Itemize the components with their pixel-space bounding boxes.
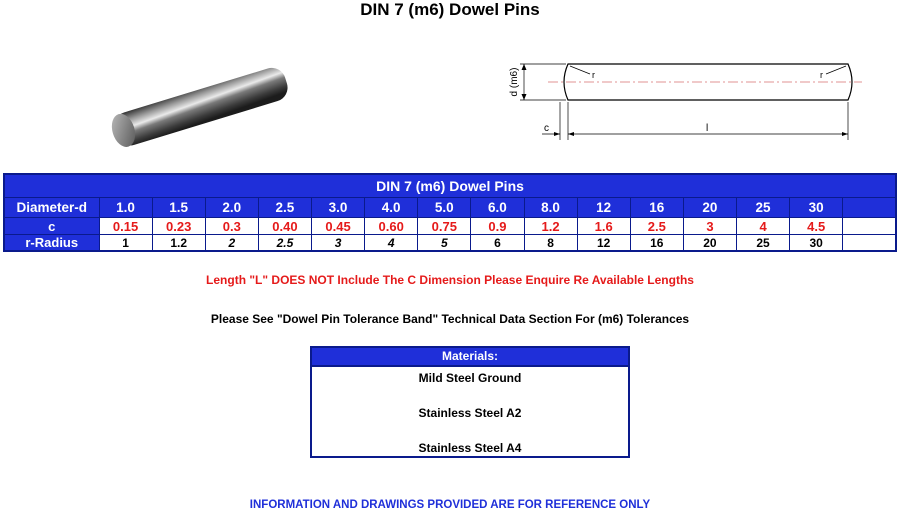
c-cell: 0.3 (205, 218, 258, 235)
c-row (4, 218, 896, 235)
diameter-cell: 6.0 (471, 198, 524, 218)
drawing-label-c: c (544, 123, 549, 134)
drawing-label-r-left: r (592, 70, 595, 80)
radius-cell: 8 (524, 235, 577, 252)
c-cell: 0.9 (471, 218, 524, 235)
empty-cell (843, 218, 896, 235)
c-cell: 0.23 (152, 218, 205, 235)
diameter-cell: 4.0 (365, 198, 418, 218)
drawing-label-r-right: r (820, 70, 823, 80)
diameter-cell: 20 (683, 198, 736, 218)
c-cell: 0.45 (312, 218, 365, 235)
c-cell: 0.75 (418, 218, 471, 235)
radius-row (4, 235, 896, 252)
c-cell: 4 (737, 218, 790, 235)
dimensions-table (3, 173, 897, 252)
radius-cell: 3 (312, 235, 365, 252)
diameter-cell: 3.0 (312, 198, 365, 218)
c-cell: 4.5 (790, 218, 843, 235)
c-cell: 0.60 (365, 218, 418, 235)
dowel-pin-photo (100, 52, 300, 152)
dowel-pin-technical-drawing (500, 52, 870, 152)
radius-cell: 2.5 (258, 235, 311, 252)
c-cell: 3 (683, 218, 736, 235)
materials-box (310, 346, 630, 458)
diameter-cell: 25 (737, 198, 790, 218)
radius-cell: 2 (205, 235, 258, 252)
row-label-diameter: Diameter-d (4, 198, 99, 218)
radius-cell: 4 (365, 235, 418, 252)
table-title-row (4, 174, 896, 198)
table-title: DIN 7 (m6) Dowel Pins (4, 174, 896, 198)
material-item: Stainless Steel A4 (418, 441, 522, 455)
diameter-cell: 12 (577, 198, 630, 218)
c-cell: 1.2 (524, 218, 577, 235)
radius-cell: 25 (737, 235, 790, 252)
c-cell: 1.6 (577, 218, 630, 235)
radius-cell: 20 (683, 235, 736, 252)
diameter-cell: 1.0 (99, 198, 152, 218)
radius-cell: 1 (99, 235, 152, 252)
radius-cell: 30 (790, 235, 843, 252)
drawing-label-l: l (706, 123, 709, 134)
diameter-cell: 1.5 (152, 198, 205, 218)
diameter-cell: 30 (790, 198, 843, 218)
drawing-label-d: d (m6) (509, 67, 520, 97)
tolerance-note: Please See "Dowel Pin Tolerance Band" Technical Data Section For (m6) Tolerances (210, 312, 690, 326)
row-label-c: c (4, 218, 99, 235)
diameter-cell: 2.5 (258, 198, 311, 218)
page-title: DIN 7 (m6) Dowel Pins (360, 0, 540, 19)
radius-cell: 12 (577, 235, 630, 252)
radius-cell: 5 (418, 235, 471, 252)
radius-cell: 16 (630, 235, 683, 252)
empty-cell (843, 198, 896, 218)
diameter-cell: 2.0 (205, 198, 258, 218)
diameter-row (4, 198, 896, 218)
diameter-cell: 5.0 (418, 198, 471, 218)
length-note: Length "L" DOES NOT Include The C Dimension Please Enquire Re Available Lengths (206, 273, 694, 287)
radius-cell: 6 (471, 235, 524, 252)
empty-cell (843, 235, 896, 252)
material-item: Stainless Steel A2 (418, 406, 522, 420)
diameter-cell: 16 (630, 198, 683, 218)
c-cell: 0.15 (99, 218, 152, 235)
row-label-radius: r-Radius (4, 235, 99, 252)
materials-header: Materials: (312, 348, 628, 367)
c-cell: 0.40 (258, 218, 311, 235)
c-cell: 2.5 (630, 218, 683, 235)
diameter-cell: 8.0 (524, 198, 577, 218)
radius-cell: 1.2 (152, 235, 205, 252)
material-item: Mild Steel Ground (418, 371, 522, 385)
reference-disclaimer: INFORMATION AND DRAWINGS PROVIDED ARE FOR REFERENCE ONLY (249, 499, 651, 511)
